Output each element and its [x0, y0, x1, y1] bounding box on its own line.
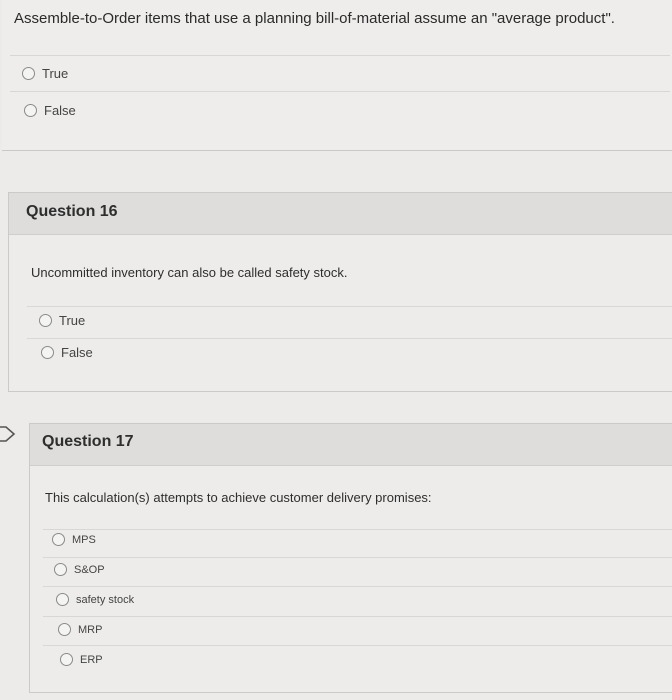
divider — [43, 616, 672, 617]
q15-option-false-label: False — [44, 103, 76, 118]
radio-circle-icon[interactable] — [41, 346, 54, 359]
divider — [27, 306, 672, 307]
question-15-prompt: Assemble-to-Order items that use a planning bill-of-material assume an "average product". — [14, 10, 615, 27]
radio-circle-icon[interactable] — [39, 314, 52, 327]
radio-circle-icon[interactable] — [22, 67, 35, 80]
q16-option-false-label: False — [61, 345, 93, 360]
q17-option-mps[interactable] — [52, 533, 96, 546]
divider — [43, 529, 672, 530]
radio-circle-icon[interactable] — [54, 563, 67, 576]
question-17-title: Question 17 — [42, 433, 134, 450]
q17-option-erp[interactable] — [60, 653, 103, 666]
radio-circle-icon[interactable] — [58, 623, 71, 636]
q17-option-safety-stock[interactable] — [56, 593, 134, 606]
q17-option-sop[interactable] — [54, 563, 105, 576]
q17-option-sop-label: S&OP — [74, 563, 105, 576]
question-17-prompt: This calculation(s) attempts to achieve customer delivery promises: — [45, 490, 432, 505]
divider — [43, 586, 672, 587]
question-16-prompt: Uncommitted inventory can also be called safety stock. — [31, 265, 348, 280]
q15-option-true-label: True — [42, 66, 69, 81]
radio-circle-icon[interactable] — [24, 104, 37, 117]
q16-option-true[interactable] — [39, 313, 85, 328]
q15-option-true[interactable] — [22, 66, 68, 81]
q17-option-mrp[interactable] — [58, 623, 102, 636]
divider — [10, 91, 670, 92]
q17-option-safety-stock-label: safety stock — [76, 593, 135, 606]
current-question-arrow-icon — [0, 426, 16, 442]
divider — [27, 338, 672, 339]
q16-option-false[interactable] — [41, 345, 93, 360]
q17-option-mrp-label: MRP — [78, 623, 103, 636]
divider — [10, 55, 670, 56]
divider — [43, 557, 672, 558]
q16-option-true-label: True — [59, 313, 86, 328]
q17-option-erp-label: ERP — [80, 653, 103, 666]
radio-circle-icon[interactable] — [56, 593, 69, 606]
divider — [43, 645, 672, 646]
question-16-card — [8, 192, 672, 392]
question-16-title: Question 16 — [26, 203, 118, 220]
radio-circle-icon[interactable] — [60, 653, 73, 666]
radio-circle-icon[interactable] — [52, 533, 65, 546]
question-17-card — [29, 423, 672, 693]
q15-option-false[interactable] — [24, 103, 76, 118]
q17-option-mps-label: MPS — [72, 533, 96, 546]
